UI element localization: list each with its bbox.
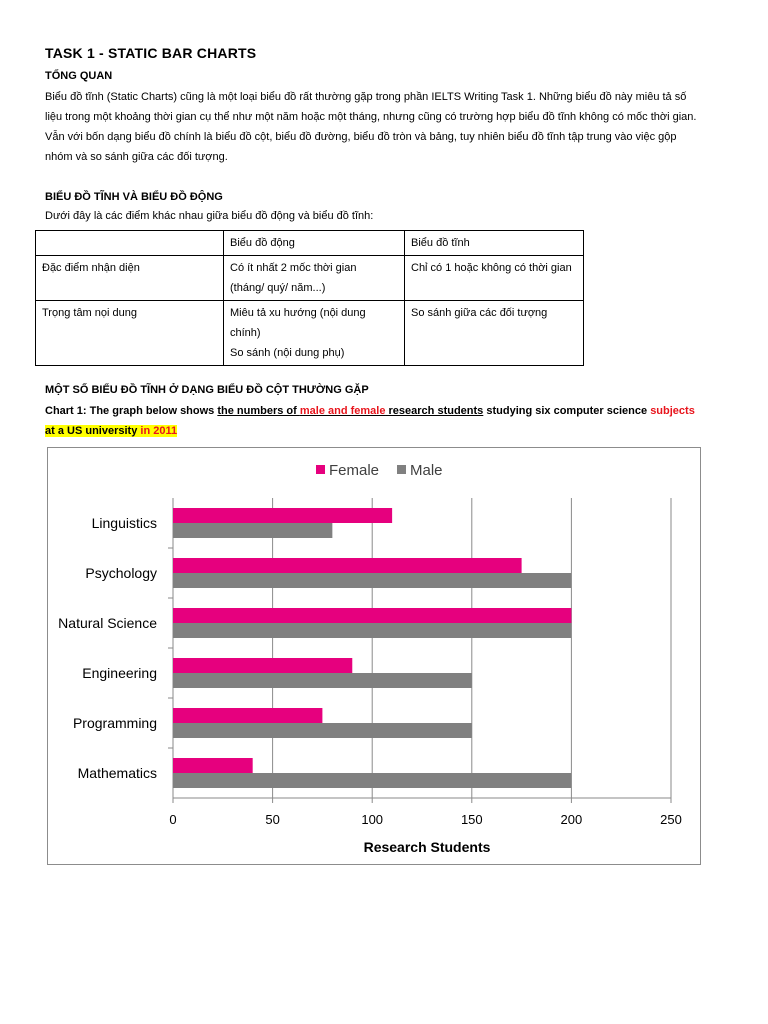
x-tick-label: 150 bbox=[460, 812, 483, 827]
legend-swatch bbox=[397, 465, 406, 474]
caption-part: studying six computer science bbox=[483, 405, 651, 417]
legend-label: Female bbox=[329, 462, 380, 479]
bar-chart-svg bbox=[48, 448, 700, 864]
bar-female bbox=[173, 758, 253, 773]
cell-line: So sánh (nội dung phụ) bbox=[230, 347, 345, 359]
cell-line: So sánh giữa các đối tượng bbox=[411, 307, 548, 319]
x-tick-label: 250 bbox=[660, 812, 682, 827]
cell-line: Miêu tả xu hướng (nội dung bbox=[230, 307, 366, 319]
table-header-cell: Biểu đồ tĩnh bbox=[405, 231, 584, 256]
bar-male bbox=[173, 523, 332, 538]
overview-line: nhóm và so sánh giữa các đối tượng. bbox=[45, 151, 228, 163]
overview-heading: TỔNG QUAN bbox=[45, 70, 113, 82]
bar-male bbox=[173, 673, 472, 688]
caption-part: subjects bbox=[650, 405, 695, 417]
cell-line: Có ít nhất 2 mốc thời gian bbox=[230, 262, 357, 274]
overview-paragraph bbox=[45, 87, 725, 167]
caption-part: at a US university bbox=[45, 425, 138, 437]
caption-highlight bbox=[45, 425, 177, 437]
caption-part: Chart 1: The graph below shows bbox=[45, 405, 218, 417]
x-tick-label: 50 bbox=[265, 812, 280, 827]
overview-line: liệu trong một khoảng thời gian cụ thể như một năm hoặc một tháng, nhưng cũng có trường hợp biểu đồ tĩnh không có mốc thời gian. bbox=[45, 111, 697, 123]
category-label: Natural Science bbox=[58, 615, 157, 631]
bar-female bbox=[173, 608, 571, 623]
table-cell bbox=[405, 301, 584, 366]
legend-label: Male bbox=[410, 462, 443, 479]
caption-part: in 2011 bbox=[137, 425, 178, 437]
caption-part: male and female bbox=[299, 405, 386, 417]
category-label: Mathematics bbox=[77, 765, 157, 781]
caption-part bbox=[217, 405, 483, 417]
overview-line: Vẫn với bốn dạng biểu đồ chính là biểu đồ cột, biểu đồ đường, biểu đồ tròn và bảng, tuy nhiên biểu đồ tĩnh tập trung vào việc gộp bbox=[45, 131, 677, 143]
bar-male bbox=[173, 573, 571, 588]
table-header-cell: Biểu đồ động bbox=[224, 231, 405, 256]
table-row bbox=[36, 301, 584, 366]
category-label: Programming bbox=[72, 715, 157, 731]
cell-line: chính) bbox=[230, 327, 261, 339]
legend-swatch bbox=[316, 465, 325, 474]
table-cell bbox=[224, 256, 405, 301]
bar-male bbox=[173, 623, 571, 638]
table-cell: Trọng tâm nọi dung bbox=[36, 301, 224, 366]
bar-male bbox=[173, 773, 571, 788]
cell-line: (tháng/ quý/ năm...) bbox=[230, 282, 326, 294]
comparison-heading: BIỂU ĐỒ TĨNH VÀ BIỂU ĐỒ ĐỘNG bbox=[45, 191, 223, 203]
table-cell bbox=[405, 256, 584, 301]
bar-female bbox=[173, 658, 352, 673]
table-header-cell bbox=[36, 231, 224, 256]
bar-chart bbox=[47, 447, 701, 865]
chart-caption bbox=[45, 401, 735, 441]
page-title: TASK 1 - STATIC BAR CHARTS bbox=[45, 45, 257, 61]
bar-male bbox=[173, 723, 472, 738]
caption-part: the numbers of bbox=[217, 405, 300, 417]
x-tick-label: 0 bbox=[169, 812, 177, 827]
overview-line: Biểu đồ tĩnh (Static Charts) cũng là một loại biểu đồ rất thường gặp trong phần IELTS Writing Task 1. Những biểu đồ này miêu tả số bbox=[45, 91, 687, 103]
x-axis-title: Research Students bbox=[363, 839, 491, 855]
bar-section-heading: MỘT SỐ BIỂU ĐỒ TĨNH Ở DẠNG BIỂU ĐỒ CỘT THƯỜNG GẶP bbox=[45, 384, 369, 396]
category-label: Linguistics bbox=[91, 515, 157, 531]
table-cell: Đặc điểm nhận diện bbox=[36, 256, 224, 301]
table-header-row bbox=[36, 231, 584, 256]
table-cell bbox=[224, 301, 405, 366]
x-tick-label: 100 bbox=[361, 812, 384, 827]
table-row bbox=[36, 256, 584, 301]
category-label: Psychology bbox=[85, 565, 157, 581]
comparison-intro: Dưới đây là các điểm khác nhau giữa biểu đồ động và biểu đồ tĩnh: bbox=[45, 210, 374, 222]
comparison-table bbox=[35, 230, 584, 366]
caption-part: research students bbox=[385, 405, 484, 417]
bar-female bbox=[173, 558, 522, 573]
bar-female bbox=[173, 508, 392, 523]
cell-line: Chỉ có 1 hoặc không có thời gian bbox=[411, 262, 572, 274]
category-label: Engineering bbox=[82, 665, 157, 681]
x-tick-label: 200 bbox=[560, 812, 583, 827]
bar-female bbox=[173, 708, 322, 723]
